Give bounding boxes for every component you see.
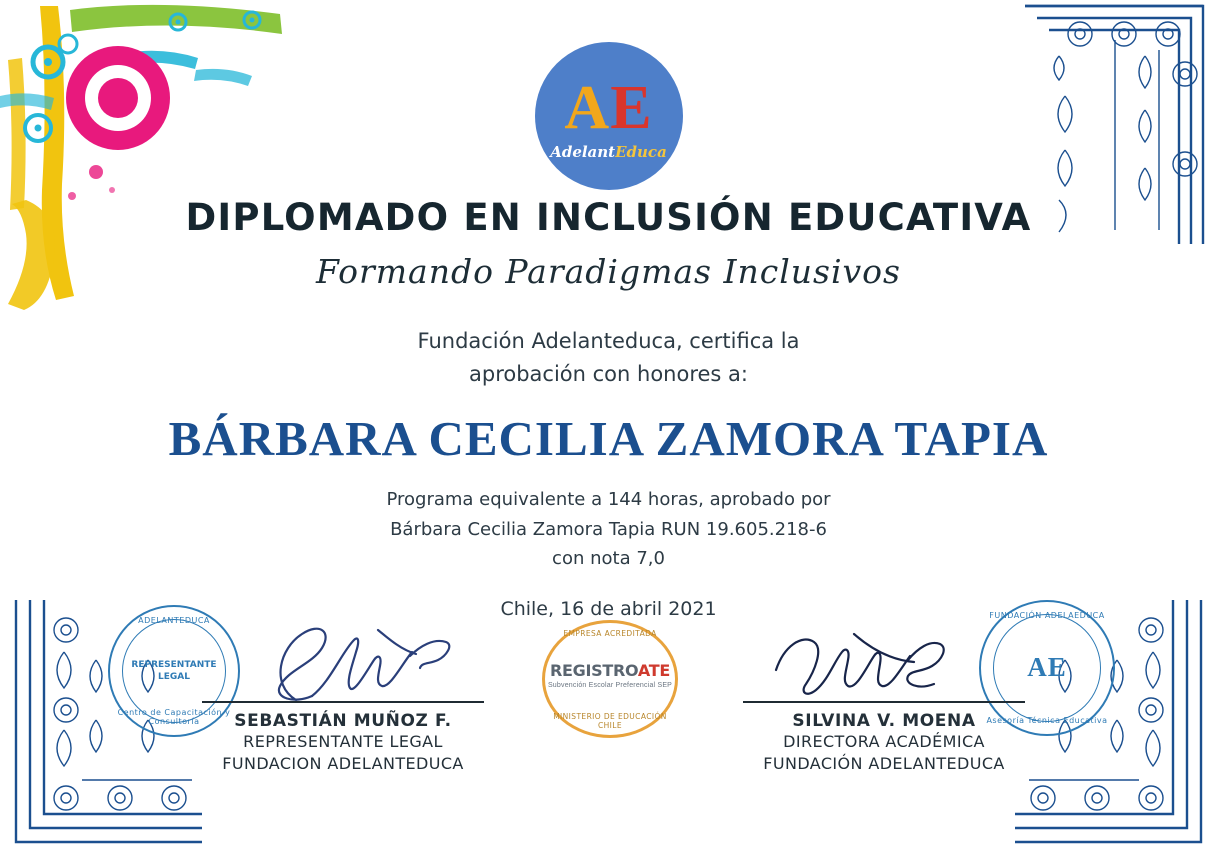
detail-line-3: con nota 7,0 [552, 548, 665, 570]
certificate-subtitle: Formando Paradigmas Inclusivos [316, 252, 901, 291]
seal-top-text: EMPRESA ACREDITADA [563, 629, 657, 638]
logo-letter-e: E [610, 73, 653, 142]
signature-org-right: FUNDACIÓN ADELANTEDUCA [763, 753, 1005, 773]
signature-line-left [202, 700, 484, 703]
logo-adelanteduca [0, 42, 1217, 190]
detail-line-2: Bárbara Cecilia Zamora Tapia RUN 19.605.218-6 [390, 518, 827, 540]
intro-line-1: Fundación Adelanteduca, certifica la [417, 329, 800, 353]
stamp-right-top-text: FUNDACIÓN ADELAEDUCA [989, 611, 1105, 620]
signature-name-right: SILVINA V. MOENA [792, 711, 976, 731]
logo-letter-a: A [564, 73, 611, 142]
stamp-left-mid-text: REPRESENTANTE LEGAL [131, 659, 217, 682]
seal-registro-ate [542, 620, 678, 738]
signature-role-right: DIRECTORA ACADÉMICA [783, 732, 985, 751]
stamp-left-top-text: ADELANTEDUCA [138, 616, 210, 625]
logo-word-adelant: Adelant [550, 143, 616, 162]
signature-block-left [178, 700, 508, 774]
signature-org-left: FUNDACION ADELANTEDUCA [222, 753, 464, 773]
signature-block-right [719, 700, 1049, 774]
detail-line-1: Programa equivalente a 144 horas, aprobado por [386, 489, 831, 510]
logo-word-educa: Educa [615, 143, 667, 162]
seal-main-ate: ATE [637, 661, 670, 680]
stamp-right-bottom-text: Asesoría Técnica Educativa [986, 716, 1108, 725]
intro-line-2: aprobación con honores a: [469, 361, 748, 386]
certificate-intro [0, 325, 1217, 390]
stamp-right-mid-text: AE [1027, 652, 1067, 683]
seal-main-registro: REGISTRO [550, 661, 638, 680]
seal-main-text [542, 661, 678, 680]
signature-role-left: REPRESENTANTE LEGAL [243, 732, 443, 751]
stamp-left-bottom-text: Centro de Capacitación y Consultoría [117, 708, 231, 726]
certificate-title: DIPLOMADO EN INCLUSIÓN EDUCATIVA [185, 196, 1032, 239]
place-and-date: Chile, 16 de abril 2021 [500, 598, 717, 620]
certificate-details [0, 485, 1217, 574]
recipient-name: BÁRBARA CECILIA ZAMORA TAPIA [168, 411, 1049, 466]
seal-bottom-text: MINISTERIO DE EDUCACIÓN CHILE [553, 712, 667, 730]
seal-sub-text: Subvención Escolar Preferencial SEP [547, 682, 673, 689]
signature-name-left: SEBASTIÁN MUÑOZ F. [234, 711, 452, 731]
signature-line-right [743, 700, 1025, 703]
